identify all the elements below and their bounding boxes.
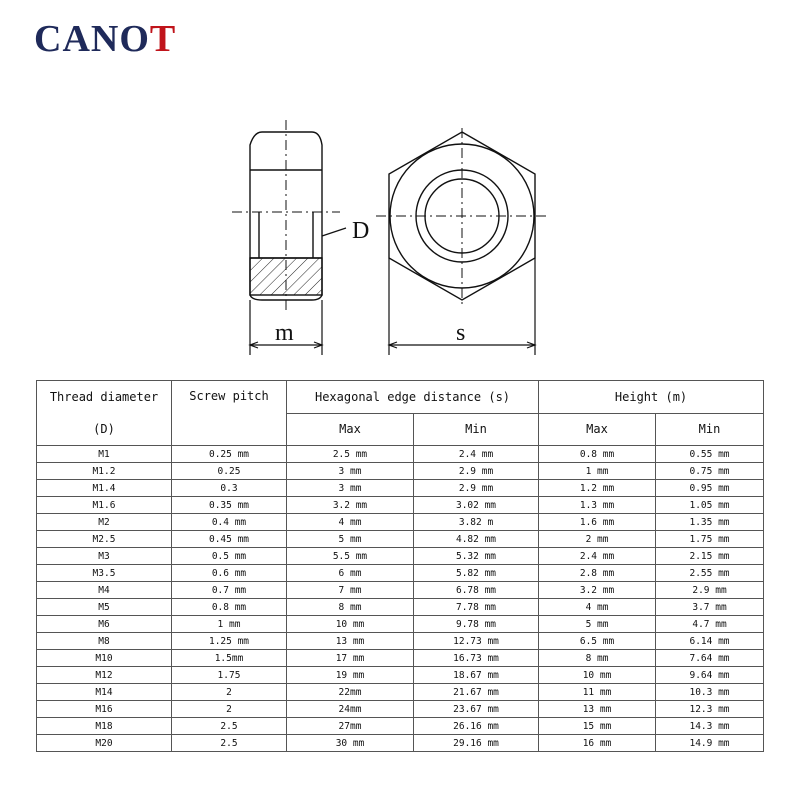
table-row bbox=[37, 667, 764, 684]
thread-cell: M5 bbox=[37, 599, 172, 616]
pitch-cell: 0.25 bbox=[172, 463, 287, 480]
table-body bbox=[37, 446, 764, 752]
pitch-cell: 1.5mm bbox=[172, 650, 287, 667]
height-min-cell: 0.95 mm bbox=[656, 480, 764, 497]
hex-max-cell: 19 mm bbox=[287, 667, 414, 684]
hex-max-cell: 10 mm bbox=[287, 616, 414, 633]
table-row bbox=[37, 735, 764, 752]
height-max-cell: 11 mm bbox=[539, 684, 656, 701]
height-min-cell: 2.55 mm bbox=[656, 565, 764, 582]
hex-max-cell: 5 mm bbox=[287, 531, 414, 548]
table-row bbox=[37, 463, 764, 480]
pitch-cell: 0.45 mm bbox=[172, 531, 287, 548]
hex-min-cell: 5.32 mm bbox=[414, 548, 539, 565]
pitch-cell: 0.7 mm bbox=[172, 582, 287, 599]
height-max-cell: 10 mm bbox=[539, 667, 656, 684]
side-view bbox=[232, 120, 346, 310]
pitch-cell: 0.8 mm bbox=[172, 599, 287, 616]
height-min-cell: 12.3 mm bbox=[656, 701, 764, 718]
height-min-cell: 10.3 mm bbox=[656, 684, 764, 701]
label-s: s bbox=[456, 320, 466, 346]
height-min-cell: 1.35 mm bbox=[656, 514, 764, 531]
thread-cell: M16 bbox=[37, 701, 172, 718]
hex-max-cell: 17 mm bbox=[287, 650, 414, 667]
table-row bbox=[37, 684, 764, 701]
thread-cell: M14 bbox=[37, 684, 172, 701]
table-row bbox=[37, 718, 764, 735]
thread-cell: M4 bbox=[37, 582, 172, 599]
table-row bbox=[37, 701, 764, 718]
height-max-cell: 4 mm bbox=[539, 599, 656, 616]
table-row bbox=[37, 480, 764, 497]
thread-cell: M20 bbox=[37, 735, 172, 752]
height-min-cell: 7.64 mm bbox=[656, 650, 764, 667]
pitch-cell: 0.5 mm bbox=[172, 548, 287, 565]
height-max-cell: 0.8 mm bbox=[539, 446, 656, 463]
hex-min-cell: 6.78 mm bbox=[414, 582, 539, 599]
hex-min-cell: 29.16 mm bbox=[414, 735, 539, 752]
pitch-cell: 0.25 mm bbox=[172, 446, 287, 463]
table-row bbox=[37, 599, 764, 616]
logo-text-accent: T bbox=[149, 18, 177, 60]
hex-min-cell: 21.67 mm bbox=[414, 684, 539, 701]
height-max-cell: 6.5 mm bbox=[539, 633, 656, 650]
front-view bbox=[376, 128, 548, 305]
height-min-cell: 9.64 mm bbox=[656, 667, 764, 684]
table-row bbox=[37, 548, 764, 565]
thread-cell: M2 bbox=[37, 514, 172, 531]
thread-cell: M18 bbox=[37, 718, 172, 735]
hex-min-cell: 2.4 mm bbox=[414, 446, 539, 463]
thread-cell: M12 bbox=[37, 667, 172, 684]
header-height: Height (m) bbox=[539, 381, 764, 414]
height-max-cell: 2 mm bbox=[539, 531, 656, 548]
height-min-cell: 2.15 mm bbox=[656, 548, 764, 565]
hex-min-cell: 3.82 m bbox=[414, 514, 539, 531]
hex-min-cell: 7.78 mm bbox=[414, 599, 539, 616]
height-min-cell: 2.9 mm bbox=[656, 582, 764, 599]
height-min-cell: 4.7 mm bbox=[656, 616, 764, 633]
hex-nut-drawing bbox=[0, 0, 800, 380]
height-min-cell: 0.75 mm bbox=[656, 463, 764, 480]
pitch-cell: 2 bbox=[172, 701, 287, 718]
table-row bbox=[37, 582, 764, 599]
pitch-cell: 2.5 bbox=[172, 718, 287, 735]
table-row bbox=[37, 633, 764, 650]
hex-max-cell: 24mm bbox=[287, 701, 414, 718]
height-max-cell: 5 mm bbox=[539, 616, 656, 633]
hex-min-cell: 16.73 mm bbox=[414, 650, 539, 667]
pitch-cell: 1 mm bbox=[172, 616, 287, 633]
header-screw-pitch: Screw pitch bbox=[172, 381, 287, 446]
hex-min-cell: 3.02 mm bbox=[414, 497, 539, 514]
hex-min-cell: 26.16 mm bbox=[414, 718, 539, 735]
pitch-cell: 1.25 mm bbox=[172, 633, 287, 650]
table-row bbox=[37, 531, 764, 548]
hex-min-cell: 23.67 mm bbox=[414, 701, 539, 718]
pitch-cell: 1.75 bbox=[172, 667, 287, 684]
logo-text: CANO bbox=[34, 18, 150, 60]
thread-cell: M8 bbox=[37, 633, 172, 650]
dimension-table bbox=[36, 380, 764, 752]
header-height-min: Min bbox=[656, 414, 764, 446]
thread-cell: M1.6 bbox=[37, 497, 172, 514]
table-row bbox=[37, 650, 764, 667]
label-d: D bbox=[352, 218, 370, 244]
thread-cell: M1 bbox=[37, 446, 172, 463]
hex-max-cell: 4 mm bbox=[287, 514, 414, 531]
hex-max-cell: 2.5 mm bbox=[287, 446, 414, 463]
hex-min-cell: 18.67 mm bbox=[414, 667, 539, 684]
height-max-cell: 1.6 mm bbox=[539, 514, 656, 531]
thread-cell: M3 bbox=[37, 548, 172, 565]
height-min-cell: 1.05 mm bbox=[656, 497, 764, 514]
hex-max-cell: 3 mm bbox=[287, 480, 414, 497]
table-row bbox=[37, 616, 764, 633]
hex-max-cell: 7 mm bbox=[287, 582, 414, 599]
height-min-cell: 3.7 mm bbox=[656, 599, 764, 616]
hex-min-cell: 9.78 mm bbox=[414, 616, 539, 633]
height-min-cell: 0.55 mm bbox=[656, 446, 764, 463]
height-max-cell: 2.8 mm bbox=[539, 565, 656, 582]
hex-max-cell: 30 mm bbox=[287, 735, 414, 752]
thread-cell: M10 bbox=[37, 650, 172, 667]
table-row bbox=[37, 514, 764, 531]
hex-max-cell: 3.2 mm bbox=[287, 497, 414, 514]
header-height-max: Max bbox=[539, 414, 656, 446]
header-hex-min: Min bbox=[414, 414, 539, 446]
header-hex-max: Max bbox=[287, 414, 414, 446]
hex-min-cell: 4.82 mm bbox=[414, 531, 539, 548]
height-max-cell: 13 mm bbox=[539, 701, 656, 718]
hex-min-cell: 5.82 mm bbox=[414, 565, 539, 582]
thread-cell: M3.5 bbox=[37, 565, 172, 582]
hex-min-cell: 2.9 mm bbox=[414, 463, 539, 480]
thread-cell: M6 bbox=[37, 616, 172, 633]
height-max-cell: 16 mm bbox=[539, 735, 656, 752]
hex-max-cell: 27mm bbox=[287, 718, 414, 735]
hex-max-cell: 5.5 mm bbox=[287, 548, 414, 565]
thread-cell: M1.2 bbox=[37, 463, 172, 480]
hex-min-cell: 2.9 mm bbox=[414, 480, 539, 497]
height-max-cell: 1 mm bbox=[539, 463, 656, 480]
pitch-cell: 0.3 bbox=[172, 480, 287, 497]
height-max-cell: 3.2 mm bbox=[539, 582, 656, 599]
height-max-cell: 15 mm bbox=[539, 718, 656, 735]
height-min-cell: 6.14 mm bbox=[656, 633, 764, 650]
hex-max-cell: 13 mm bbox=[287, 633, 414, 650]
height-max-cell: 1.2 mm bbox=[539, 480, 656, 497]
pitch-cell: 0.6 mm bbox=[172, 565, 287, 582]
header-thread-sub: (D) bbox=[37, 414, 172, 446]
height-min-cell: 1.75 mm bbox=[656, 531, 764, 548]
header-hex-distance: Hexagonal edge distance (s) bbox=[287, 381, 539, 414]
table-row bbox=[37, 446, 764, 463]
pitch-cell: 0.35 mm bbox=[172, 497, 287, 514]
table-row bbox=[37, 565, 764, 582]
hex-max-cell: 8 mm bbox=[287, 599, 414, 616]
hex-min-cell: 12.73 mm bbox=[414, 633, 539, 650]
table-row bbox=[37, 497, 764, 514]
pitch-cell: 2.5 bbox=[172, 735, 287, 752]
header-thread-diameter: Thread diameter bbox=[37, 381, 172, 414]
pitch-cell: 2 bbox=[172, 684, 287, 701]
height-max-cell: 8 mm bbox=[539, 650, 656, 667]
pitch-cell: 0.4 mm bbox=[172, 514, 287, 531]
hex-max-cell: 3 mm bbox=[287, 463, 414, 480]
thread-cell: M1.4 bbox=[37, 480, 172, 497]
thread-cell: M2.5 bbox=[37, 531, 172, 548]
hex-max-cell: 6 mm bbox=[287, 565, 414, 582]
height-max-cell: 2.4 mm bbox=[539, 548, 656, 565]
height-min-cell: 14.9 mm bbox=[656, 735, 764, 752]
height-min-cell: 14.3 mm bbox=[656, 718, 764, 735]
hex-max-cell: 22mm bbox=[287, 684, 414, 701]
height-max-cell: 1.3 mm bbox=[539, 497, 656, 514]
label-m: m bbox=[275, 320, 294, 346]
